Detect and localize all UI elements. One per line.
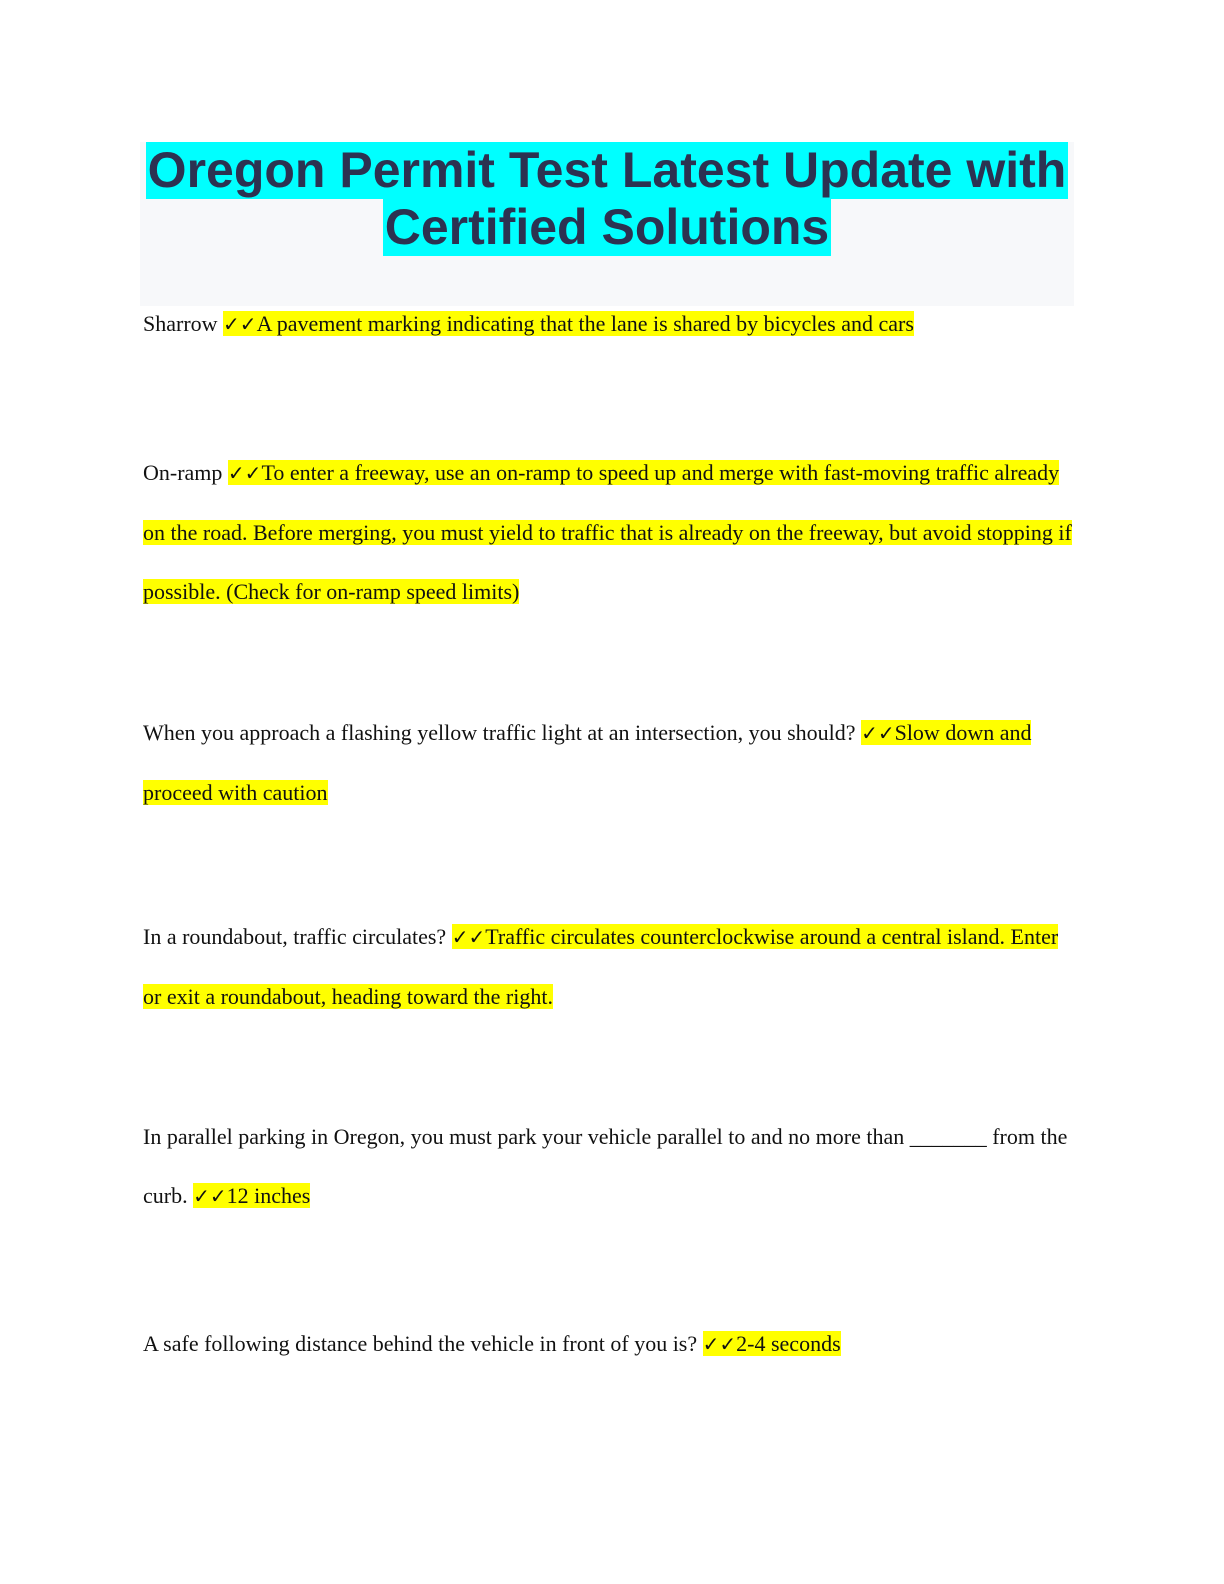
qa-item-following-distance [143,1314,1078,1374]
question-text: In a roundabout, traffic circulates? [143,924,452,949]
double-check-icon: ✓✓ [193,1184,227,1208]
answer-text: Slow down and proceed with caution [143,720,1032,805]
question-text: A safe following distance behind the vehicle in front of you is? [143,1331,703,1356]
title-banner [140,142,1074,306]
document-title [140,142,1074,256]
double-check-icon: ✓✓ [861,721,895,745]
answer-text: A pavement marking indicating that the lane is shared by bicycles and cars [256,311,914,336]
qa-item-flashing-yellow [143,703,1078,822]
question-text: In parallel parking in Oregon, you must park your vehicle parallel to and no more than _______ from the curb. [143,1124,1068,1208]
double-check-icon: ✓✓ [451,925,486,949]
title-line-1: Oregon Permit Test Latest Update with [147,142,1067,198]
question-text: When you approach a flashing yellow traffic light at an intersection, you should? [143,720,862,745]
double-check-icon: ✓✓ [702,1332,737,1356]
qa-item-roundabout [143,907,1078,1026]
answer-highlight [143,460,1072,604]
qa-item-sharrow [143,294,1078,354]
qa-item-on-ramp [143,443,1078,621]
answer-text: Traffic circulates counterclockwise around a central island. Enter or exit a roundabout, heading toward the right. [143,924,1059,1009]
qa-item-parallel-parking [143,1107,1078,1226]
answer-text: 12 inches [226,1183,311,1208]
double-check-icon: ✓✓ [223,312,257,336]
answer-text: To enter a freeway, use an on-ramp to speed up and merge with fast-moving traffic already on the road. Before merging, you must yield to traffic that is already on the freeway, but avoid stopping if possible. (Check for on-ramp speed limits) [143,460,1072,604]
answer-text: 2-4 seconds [736,1331,841,1356]
answer-highlight [703,1331,841,1356]
answer-highlight [193,1183,310,1208]
question-text: On-ramp [143,460,228,485]
answer-highlight [223,311,914,336]
question-text: Sharrow [143,311,224,336]
title-line-2: Certified Solutions [384,199,830,255]
double-check-icon: ✓✓ [227,461,262,485]
